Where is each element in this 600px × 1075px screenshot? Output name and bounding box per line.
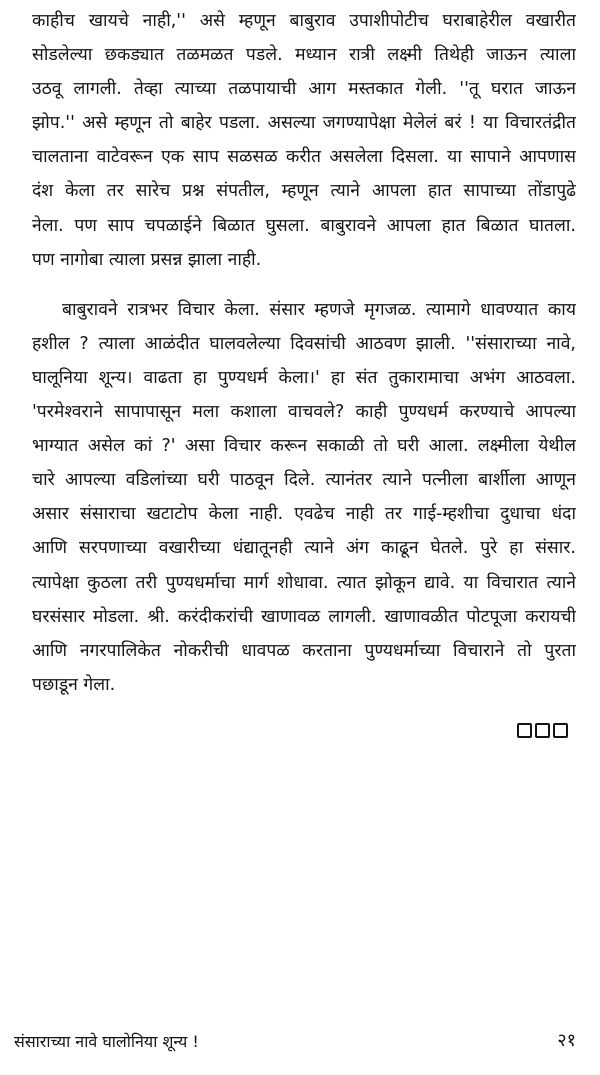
text-line: दंश केला तर सारेच प्रश्न संपतील, म्हणून त्याने आपला हात सापाच्या तोंडापुढे (32, 181, 576, 202)
text-line: हशील ? त्याला आळंदीत घालवलेल्या दिवसांची आठवण झाली. ''संसाराच्या नावे, (32, 333, 576, 354)
text-line: बाबुरावने रात्रभर विचार केला. संसार म्हणजे मृगजळ. त्यामागे धावण्यात काय (62, 299, 576, 320)
section-end-mark (517, 723, 568, 738)
paragraph-1 (32, 4, 576, 277)
footer-page-number: २१ (557, 1030, 576, 1051)
square-box-icon (535, 723, 550, 738)
text-line: नेला. पण साप चपळाईने बिळात घुसला. बाबुरावने आपला हात बिळात घातला. (32, 215, 576, 236)
square-box-icon (553, 723, 568, 738)
footer-book-title: संसाराच्या नावे घालोनिया शून्य ! (14, 1032, 199, 1051)
text-line: चालताना वाटेवरून एक साप सळसळ करीत असलेला दिसला. या सापाने आपणास (32, 147, 576, 168)
square-box-icon (517, 723, 532, 738)
text-line: काहीच खायचे नाही,'' असे म्हणून बाबुराव उपाशीपोटीच घराबाहेरील वखारीत (32, 11, 576, 31)
text-line: त्यापेक्षा कुठला तरी पुण्यधर्माचा मार्ग शोधावा. त्यात झोकून द्यावे. या विचारात त्याने (32, 572, 576, 593)
text-line: घरसंसार मोडला. श्री. करंदीकरांची खाणावळ लागली. खाणावळीत पोटपूजा करायची (32, 606, 576, 627)
text-line: पछाडून गेला. (32, 674, 116, 695)
body-text (32, 4, 576, 702)
text-line: आणि सरपणाच्या वखारीच्या धंद्यातूनही त्याने अंग काढून घेतले. पुरे हा संसार. (32, 538, 576, 559)
text-line: भाग्यात असेल कां ?' असा विचार करून सकाळी तो घरी आला. लक्ष्मीला येथील (32, 436, 576, 457)
text-line: चारे आपल्या वडिलांच्या घरी पाठवून दिले. त्यानंतर त्याने पत्नीला बार्शीला आणून (32, 470, 576, 491)
text-line: असार संसाराचा खटाटोप केला नाही. एवढेच नाही तर गाई-म्हशीचा दुधाचा धंदा (32, 504, 576, 525)
text-line: घालूनिया शून्य। वाढता हा पुण्यधर्म केला।' हा संत तुकारामाचा अभंग आठवला. (32, 367, 576, 388)
text-line: झोप.'' असे म्हणून तो बाहेर पडला. असल्या जगण्यापेक्षा मेलेलं बरं ! या विचारतंद्रीत (32, 113, 576, 134)
text-line: उठवू लागली. तेव्हा त्याच्या तळपायाची आग मस्तकात गेली. ''तू घरात जाऊन (32, 79, 576, 100)
text-line: 'परमेश्वराने सापापासून मला कशाला वाचवले? काही पुण्यधर्म करण्याचे आपल्या (32, 402, 576, 423)
paragraph-2 (32, 293, 576, 702)
text-line: पण नागोबा त्याला प्रसन्न झाला नाही. (32, 249, 262, 270)
text-line: आणि नगरपालिकेत नोकरीची धावपळ करताना पुण्यधर्माच्या विचाराने तो पुरता (32, 640, 576, 661)
text-line: सोडलेल्या छकड्यात तळमळत पडले. मध्यान रात्री लक्ष्मी तिथेही जाऊन त्याला (32, 45, 576, 66)
